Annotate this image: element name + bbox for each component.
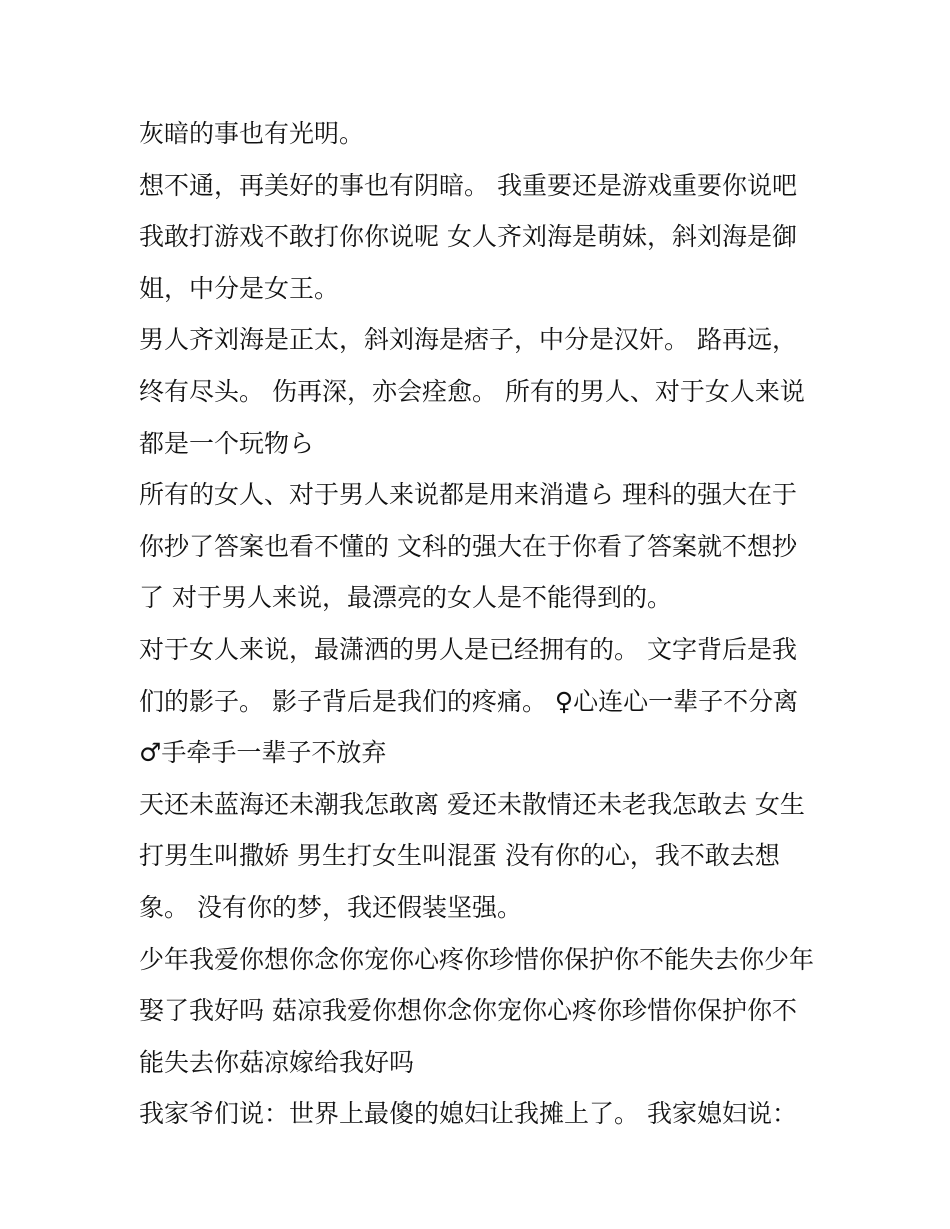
text-line: 所有的女人、对于男人来说都是用来消遣ら 理科的强大在于 (139, 480, 797, 510)
text-line: 打男生叫撒娇 男生打女生叫混蛋 没有你的心，我不敢去想 (139, 841, 780, 871)
text-line: 男人齐刘海是正太，斜刘海是痞子，中分是汉奸。 路再远， (139, 325, 797, 355)
text-line: 对于女人来说，最潇洒的男人是已经拥有的。 文字背后是我 (139, 634, 797, 664)
text-line: 终有尽头。 伤再深，亦会痊愈。 所有的男人、对于女人来说 (139, 376, 805, 406)
text-line: 灰暗的事也有光明。 (139, 119, 365, 148)
text-line: 了 对于男人来说，最漂亮的女人是不能得到的。 (139, 583, 672, 613)
text-line: 我家爷们说：世界上最傻的媳妇让我摊上了。 我家媳妇说： (139, 1099, 797, 1129)
body-text (139, 108, 839, 1140)
text-line: ♂手牵手一辈子不放弃 (139, 738, 387, 768)
text-line: 你抄了答案也看不懂的 文科的强大在于你看了答案就不想抄 (139, 531, 797, 561)
text-line: 想不通，再美好的事也有阴暗。 我重要还是游戏重要你说吧 (139, 170, 797, 200)
text-line: 少年我爱你想你念你宠你心疼你珍惜你保护你不能失去你少年 (139, 944, 815, 974)
text-line: 我敢打游戏不敢打你你说呢 女人齐刘海是萌妹，斜刘海是御 (139, 222, 797, 252)
text-line: 娶了我好吗 菇凉我爱你想你念你宠你心疼你珍惜你保护你不 (139, 996, 797, 1026)
text-line: 能失去你菇凉嫁给我好吗 (139, 1047, 415, 1077)
text-line: 姐，中分是女王。 (139, 273, 340, 303)
text-line: 都是一个玩物ら (139, 428, 315, 458)
text-line: 天还未蓝海还未潮我怎敢离 爱还未散情还未老我怎敢去 女生 (139, 789, 805, 819)
text-line: 们的影子。 影子背后是我们的疼痛。 ♀心连心一辈子不分离 (139, 686, 799, 716)
text-line: 象。 没有你的梦，我还假装坚强。 (139, 892, 522, 922)
